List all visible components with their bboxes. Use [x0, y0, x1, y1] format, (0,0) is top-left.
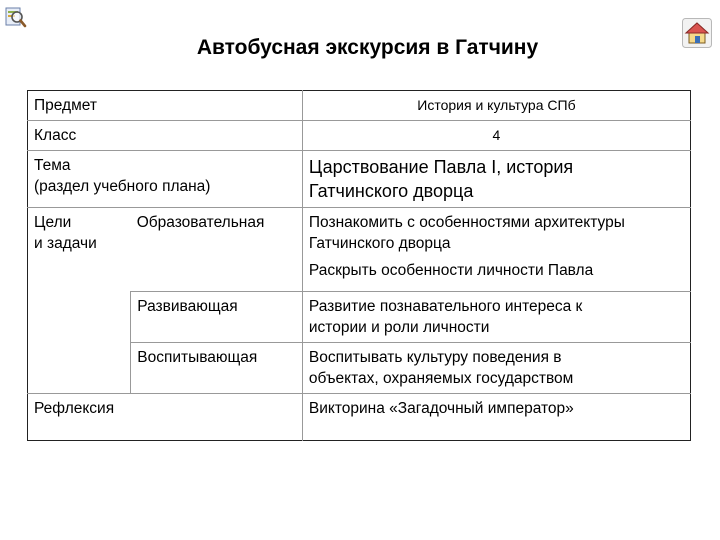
table-row-reflection: [28, 394, 691, 441]
developmental-line1: Развитие познавательного интереса к: [308, 298, 583, 315]
topic-label-line1: Тема: [34, 157, 71, 174]
grade-label: Класс: [28, 121, 303, 151]
upbringing-goal-value: [302, 343, 690, 394]
educational-goal-name: Образовательная: [131, 208, 303, 292]
table-row-subject: [28, 91, 691, 121]
topic-value: [302, 151, 690, 208]
table-row-goals-educational: [28, 208, 691, 292]
developmental-goal-name: Развивающая: [131, 292, 303, 343]
subject-label: Предмет: [34, 97, 97, 114]
educational-goal-value: [302, 208, 690, 292]
educational-item1-line1: Познакомить с особенностями архитектуры: [308, 214, 625, 231]
upbringing-line2: объектах, охраняемых государством: [308, 370, 574, 387]
subject-value: История и культура СПб: [302, 91, 690, 121]
goals-label-line1: Цели: [34, 214, 72, 231]
reflection-label: Рефлексия: [28, 394, 303, 441]
educational-item2: Раскрыть особенности личности Павла: [308, 262, 594, 279]
educational-item1-line2: Гатчинского дворца: [308, 235, 451, 252]
table-row-grade: [28, 121, 691, 151]
topic-label-line2: (раздел учебного плана): [34, 178, 211, 195]
table-row-topic: [28, 151, 691, 208]
upbringing-goal-name: Воспитывающая: [131, 343, 303, 394]
goals-label: [28, 208, 131, 394]
developmental-line2: истории и роли личности: [308, 319, 490, 336]
page-title: Автобусная экскурсия в Гатчину: [196, 36, 539, 59]
topic-label: [28, 151, 303, 208]
grade-value: 4: [302, 121, 690, 151]
magnifier-document-icon[interactable]: [4, 5, 28, 29]
topic-value-line2: Гатчинского дворца: [308, 181, 474, 201]
developmental-goal-value: [302, 292, 690, 343]
upbringing-line1: Воспитывать культуру поведения в: [308, 349, 562, 366]
goals-label-line2: и задачи: [34, 235, 97, 252]
topic-value-line1: Царствование Павла I, история: [308, 157, 574, 177]
reflection-value: Викторина «Загадочный император»: [302, 394, 690, 441]
lesson-plan-table: [27, 90, 691, 441]
